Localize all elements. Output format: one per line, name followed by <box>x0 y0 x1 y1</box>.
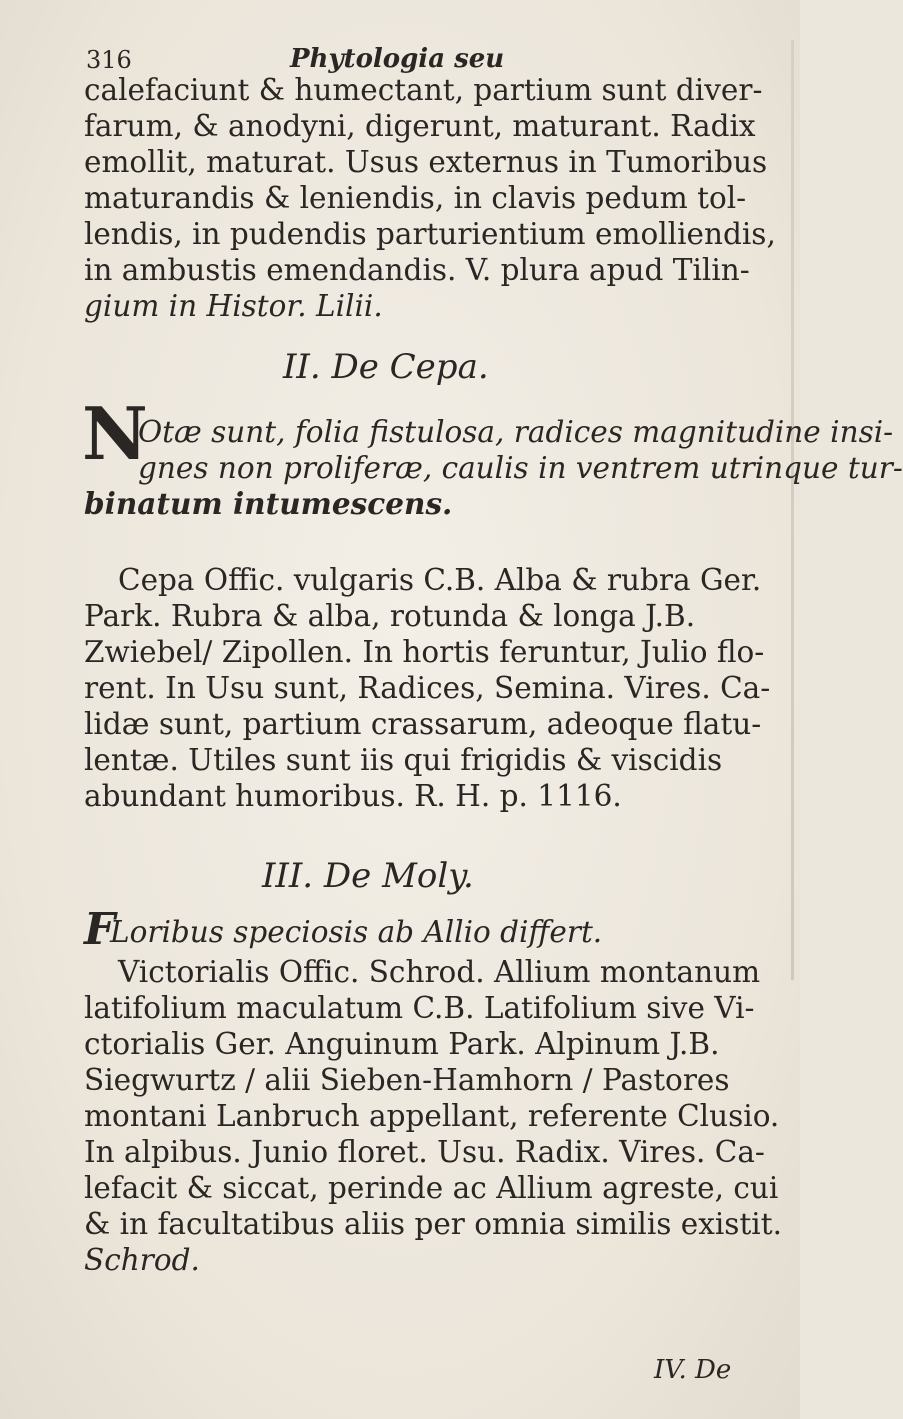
text-line: Park. Rubra & alba, rotunda & longa J.B. <box>84 599 696 633</box>
text-line: Victorialis Offic. Schrod. Allium montanum <box>118 955 761 989</box>
text-line: & in facultatibus aliis per omnia similis existit. <box>84 1207 782 1241</box>
text-line: farum, & anodyni, digerunt, maturant. Radix <box>84 109 756 143</box>
text-line: Siegwurtz / alii Sieben-Hamhorn / Pastores <box>84 1063 730 1097</box>
text-line: Schrod. <box>84 1243 200 1277</box>
text-line: lentæ. Utiles sunt iis qui frigidis & viscidis <box>84 743 723 777</box>
page-number: 316 <box>86 46 132 74</box>
description-line: binatum intumescens. <box>84 486 453 521</box>
description-line: Otæ sunt, folia fistulosa, radices magnitudine insi- <box>138 415 894 449</box>
catchword: IV. De <box>654 1355 732 1385</box>
text-line: rent. In Usu sunt, Radices, Semina. Vires. Ca- <box>84 671 771 705</box>
text-line: latifolium maculatum C.B. Latifolium sive Vi- <box>84 991 755 1025</box>
text-line: lidæ sunt, partium crassarum, adeoque flatu- <box>84 707 762 741</box>
text-line: emollit, maturat. Usus externus in Tumoribus <box>84 145 768 179</box>
section-heading: II. De Cepa. <box>283 347 489 387</box>
description-line: gnes non proliferæ, caulis in ventrem utrinque tur- <box>138 451 903 485</box>
text-line: in ambustis emendandis. V. plura apud Tilin- <box>84 253 750 287</box>
description-line: Loribus speciosis ab Allio differt. <box>110 915 603 949</box>
text-line: ctorialis Ger. Anguinum Park. Alpinum J.B. <box>84 1027 720 1061</box>
text-line: Zwiebel/ Zipollen. In hortis feruntur, Julio flo- <box>84 635 765 669</box>
drop-cap: F <box>84 904 116 955</box>
section-heading: III. De Moly. <box>262 856 474 896</box>
text-line: abundant humoribus. R. H. p. 1116. <box>84 779 622 813</box>
text-line: lefacit & siccat, perinde ac Allium agreste, cui <box>84 1171 779 1205</box>
text-line: gium in Histor. Lilii. <box>84 289 383 323</box>
text-line: montani Lanbruch appellant, referente Clusio. <box>84 1099 780 1133</box>
text-line: Cepa Offic. vulgaris C.B. Alba & rubra Ger. <box>118 563 762 597</box>
drop-cap: N <box>82 391 148 476</box>
text-line: In alpibus. Junio floret. Usu. Radix. Vires. Ca- <box>84 1135 765 1169</box>
text-line: lendis, in pudendis parturientium emolliendis, <box>84 217 776 251</box>
running-title: Phytologia seu <box>290 44 505 74</box>
text-line: calefaciunt & humectant, partium sunt diver- <box>84 73 763 107</box>
text-line: maturandis & leniendis, in clavis pedum tol- <box>84 181 747 215</box>
